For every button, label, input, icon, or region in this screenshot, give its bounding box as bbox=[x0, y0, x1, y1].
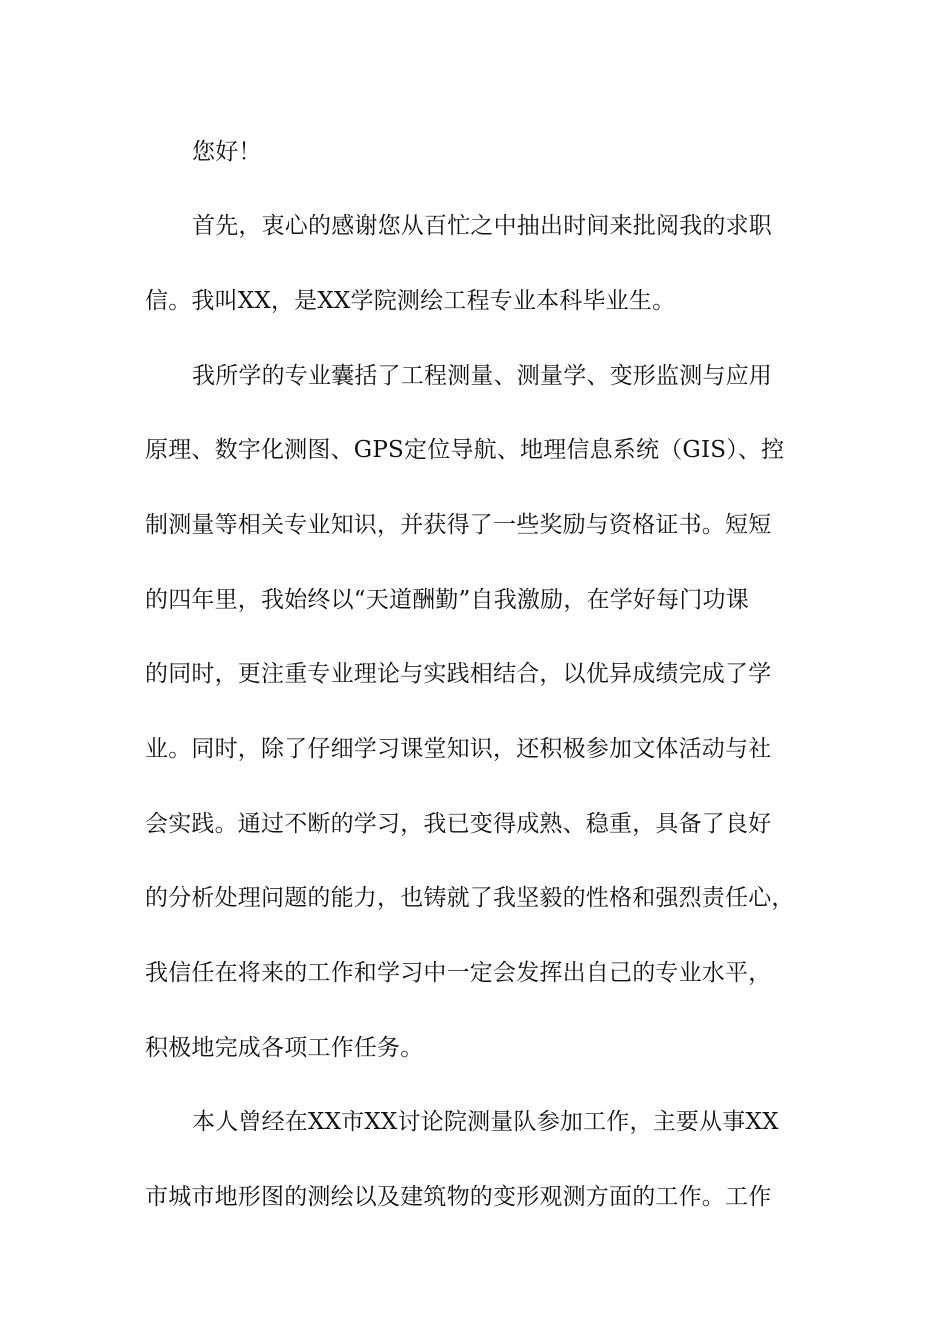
paragraph-2-line-1: 我所学的专业囊括了工程测量、测量学、变形监测与应用 bbox=[192, 363, 772, 389]
paragraph-2-line-5: 的同时，更注重专业理论与实践相结合，以优异成绩完成了学 bbox=[145, 661, 772, 687]
paragraph-2-line-7: 会实践。通过不断的学习，我已变得成熟、稳重，具备了良好 bbox=[145, 811, 772, 837]
paragraph-2-line-8: 的分析处理问题的能力，也铸就了我坚毅的性格和强烈责任心， bbox=[145, 885, 795, 911]
paragraph-2-line-4: 的四年里，我始终以“天道酬勤”自我激励，在学好每门功课 bbox=[145, 587, 749, 613]
paragraph-2-line-3: 制测量等相关专业知识，并获得了一些奖励与资格证书。短短 bbox=[145, 512, 772, 538]
paragraph-2-line-9: 我信任在将来的工作和学习中一定会发挥出自己的专业水平， bbox=[145, 960, 772, 986]
paragraph-1-line-2: 信。我叫XX，是XX学院测绘工程专业本科毕业生。 bbox=[145, 288, 676, 314]
paragraph-2-line-6: 业。同时，除了仔细学习课堂知识，还积极参加文体活动与社 bbox=[145, 736, 772, 762]
paragraph-2-line-2: 原理、数字化测图、GPS定位导航、地理信息系统（GIS）、控 bbox=[145, 437, 785, 463]
paragraph-3-line-2: 市城市地形图的测绘以及建筑物的变形观测方面的工作。工作 bbox=[145, 1184, 772, 1210]
paragraph-3-line-1: 本人曾经在XX市XX讨论院测量队参加工作，主要从事XX bbox=[192, 1109, 779, 1135]
greeting-line: 您好！ bbox=[192, 139, 262, 165]
paragraph-2-line-10: 积极地完成各项工作任务。 bbox=[145, 1035, 424, 1061]
paragraph-1-line-1: 首先，衷心的感谢您从百忙之中抽出时间来批阅我的求职 bbox=[192, 213, 772, 239]
